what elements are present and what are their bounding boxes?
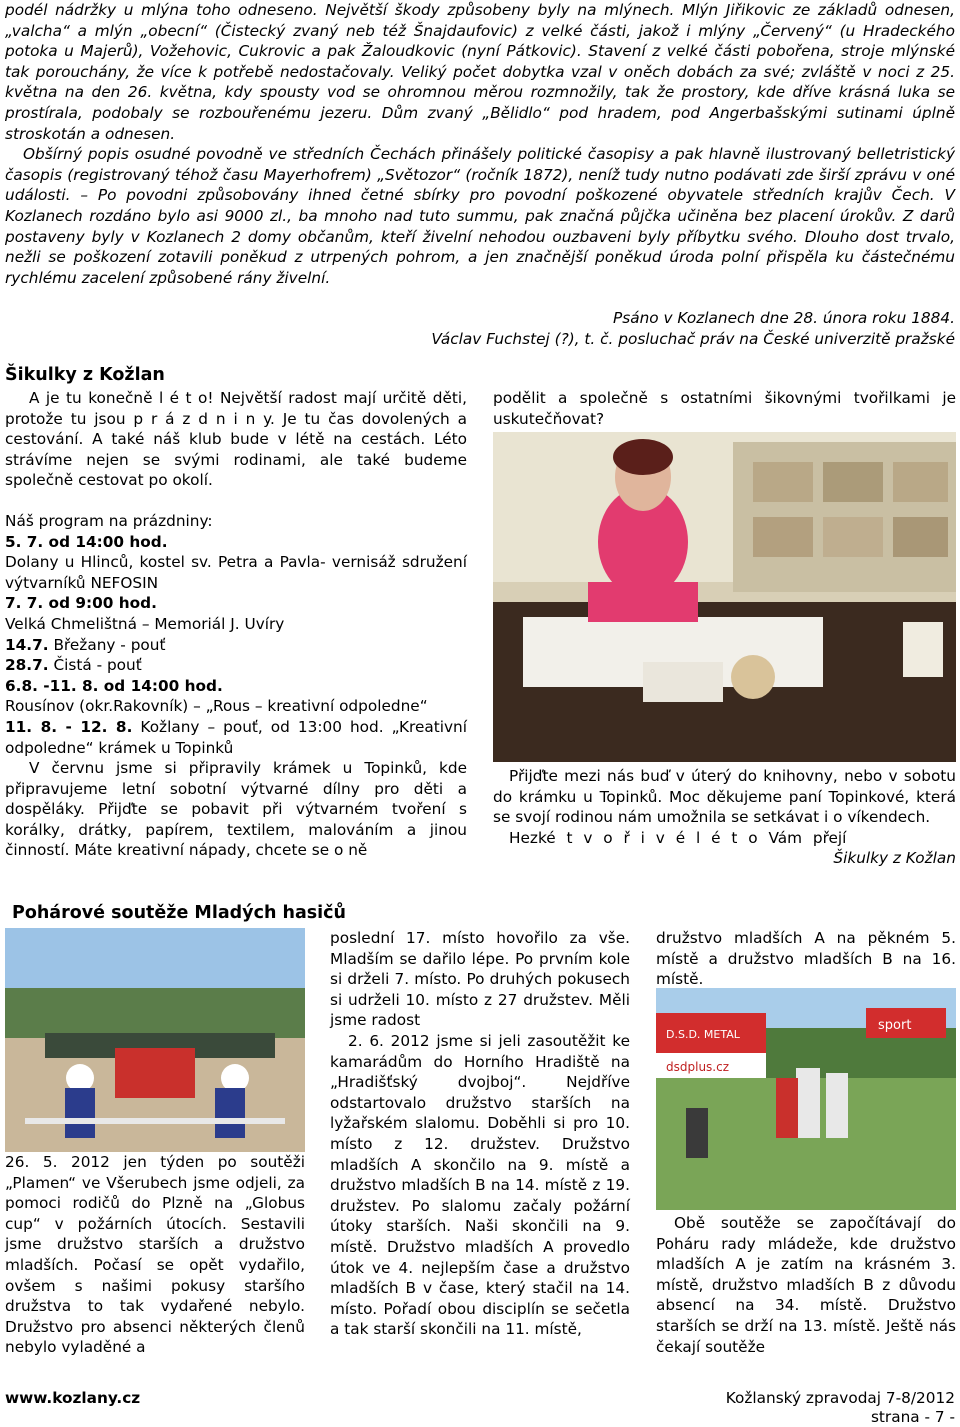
- banner-text: D.S.D. METAL: [666, 1028, 740, 1041]
- hasici-column-1: [5, 1152, 305, 1358]
- sikulky-left-column: [5, 388, 467, 861]
- spacer: [5, 491, 467, 511]
- article-paragraph: podél nádržky u mlýna toho odneseno. Největší škody způsobeny byly na mlýnech. Mlýn Jiřikovic ze základů odnesen, „valcha“ a mlýn „obecní“ (Čistecký zvaný neb též Šnajdaufovic) z velké části, jakož i mlýny „Červený“ (u Hradeckého potoka u Majerů), Vožehovic, Cukrovic a pak Žaloudkovic (nyní Pátkovic). Stavení z velké části pobořena, stroje mlýnské tak porouchány, že více k potřebě nedostačovaly. Veliký počet dobytka vzal v oněch dobách za své; zvláště v noci z 25. května na den 26. května, kdy spousty vod se ohromnou měrou rozmnožily, tak že prostory, kde dříve krásná luka se prostírala, podobaly se rozbouřenému jezeru. Dům zvaný „Bělidlo“ pod hradem, pod Angerbašskými sutinami úplně stroskotán a odnesen.: [5, 1, 955, 143]
- program-date: 6.8. -11. 8. od 14:00 hod.: [5, 676, 223, 695]
- sikulky-right-top-text: podělit a společně s ostatními šikovnými tvořilkami je uskutečňovat?: [493, 389, 956, 428]
- program-text: Čistá - pouť: [53, 656, 142, 675]
- program-text: Dolany u Hlinců, kostel sv. Petra a Pavla- vernisáž sdružení výtvarníků NEFOSIN: [5, 553, 467, 592]
- program-item: [5, 717, 467, 758]
- footer-issue: Kožlanský zpravodaj 7-8/2012: [725, 1389, 955, 1407]
- hasici-column-3-top: [656, 928, 956, 990]
- sikulky-intro: A je tu konečně l é t o! Největší radost mají určitě děti, protože tu jsou p r á z d n i n y. Je tu čas dovolených a cestování. A také náš klub bude v létě na cestách. Léto strávíme nejen se svými rodinami, ale také budeme společně cestovat po okolí.: [5, 389, 467, 490]
- photo-fire-competition: [5, 928, 305, 1152]
- hasici-column-2: [330, 928, 630, 1340]
- program-title: Náš program na prázdniny:: [5, 511, 213, 530]
- banner-text: sport: [878, 1018, 912, 1033]
- hasici-text: poslední 17. místo hovořilo za vše. Mladším se dařilo lépe. Po prvním kole si drželi 7. místo. Po druhých pokusech si udrželi 10. místo z 27 družstev. Měli jsme radost: [330, 929, 630, 1030]
- program-item: [5, 655, 467, 676]
- banner-text: dsdplus.cz: [666, 1060, 730, 1074]
- program-item: [5, 635, 467, 656]
- section-heading-sikulky: Šikulky z Kožlan: [5, 365, 165, 385]
- hasici-column-3-bottom: [656, 1213, 956, 1357]
- program-text: Kožlany – pouť, od 13:00 hod. „Kreativní odpoledne“ krámek u Topinků: [5, 717, 467, 757]
- hasici-text: 2. 6. 2012 jsme si jeli zasoutěžit ke kamarádům do Horního Hradiště na „Hradišťský dvojboj“. Nejdříve odstartovalo družstvo starších na lyžařském slalomu. Doběhli si pro 10. místo z 12. družstev. Družstvo mladších A skončilo na 9. místě a družstvo mladších B na 14. místě z 19. družstev. Po slalomu začaly požární útoky starších. Naši skončili na 9. místě. Družstvo mladších A provedlo útok ve 4. nejlepším čase a družstvo mladších B v čase, který stačil na 14. místo. Pořadí obou disciplín se sečetla a tak starší skončili na 11. místě,: [330, 1031, 630, 1339]
- photo-craft-workshop: [493, 432, 956, 762]
- sikulky-closing: Šikulky z Kožlan: [833, 849, 956, 868]
- photo-fire-team: [656, 988, 956, 1210]
- signature-line: Václav Fuchstej (?), t. č. posluchač práv na České univerzitě pražské: [431, 329, 955, 348]
- program-date: 5. 7. od 14:00 hod.: [5, 532, 168, 551]
- program-text: Velká Chmelištná – Memoriál J. Uvíry: [5, 614, 285, 633]
- hasici-text: družstvo mladších A na pěkném 5. místě a družstvo mladších B na 16. místě.: [656, 929, 956, 989]
- program-date: 7. 7. od 9:00 hod.: [5, 594, 157, 613]
- article-paragraph: Obšírný popis osudné povodně ve středních Čechách přinášely politické časopisy a pak hlavně ilustrovaný belletristický časopis (registrovaný téhož času Mayerhofrem) „Světozor“ (ročník 1872), neníž tudy nutno podávati zde širší zprávu v oné události. – Po povodni způsobovány ihned četné sbírky pro povodní poškozené obyvatele středních krajův Čech. V Kozlanech rozdáno bylo asi 9000 zl., ba mnoho nad tuto summu, pak značná půjčka učiněna bez placení úrokův. Z darů postaveny byly v Kozlanech 2 domy občanům, kteří živelní nehodou ouzbaveni byly příbytku svého. Dlouho dost trvalo, nežli se poškození zotavili poněkud z utrpených pohrom, a jen značnější poněkud úroda polní přispěla ku částečnému rychlému zacelení způsobené rány živelní.: [5, 145, 955, 287]
- footer-website[interactable]: www.kozlany.cz: [5, 1389, 141, 1407]
- sikulky-right-top: [493, 388, 956, 429]
- article-signature: [355, 308, 955, 349]
- program-text: Rousínov (okr.Rakovník) – „Rous – kreativní odpoledne“: [5, 697, 428, 716]
- program-text: Břežany - pouť: [53, 635, 166, 654]
- sikulky-shop-text: V červnu jsme si připravily krámek u Topinků, kde připravujeme letní sobotní výtvarné dílny pro děti a dospěláky. Přijďte se pobavit při výtvarném tvoření s korálky, drátky, papírem, textilem, malováním a jinou činností. Máte kreativní nápady, chcete se o ně: [5, 759, 467, 860]
- footer-page-number: strana - 7 -: [870, 1408, 955, 1426]
- signature-line: Psáno v Kozlanech dne 28. února roku 1884.: [613, 309, 955, 327]
- program-date: 11. 8. - 12. 8.: [5, 717, 133, 736]
- hasici-text: Obě soutěže se započítávají do Poháru rady mládeže, kde družstvo mladších A je zatím na krásném 3. místě, družstvo mladších B z důvodu absencí na 34. místě. Družstvo starších se drží na 13. místě. Ještě nás čekají soutěže: [656, 1214, 956, 1356]
- program-date: 28.7.: [5, 656, 49, 675]
- sikulky-invite: Přijďte mezi nás buď v úterý do knihovny, nebo v sobotu do krámku u Topinků. Moc děkujeme paní Topinkové, která se svojí rodinou nám umožnila se setkávat i o víkendech.: [493, 767, 956, 827]
- history-article: [5, 0, 955, 288]
- footer-issue-info: [726, 1389, 955, 1427]
- sikulky-right-bottom: [493, 766, 956, 869]
- program-date: 14.7.: [5, 635, 49, 654]
- sikulky-wish: Hezké t v o ř i v é l é t o Vám přejí: [509, 828, 847, 847]
- hasici-text: 26. 5. 2012 jen týden po soutěži „Plamen“ ve Všerubech jsme odjeli, za pomoci rodičů do Plzně na „Globus cup“ v požárních útocích. Sestavili jsme družstvo starších a družstvo mladších. Počasí se opět vydařilo, ovšem s našimi pokusy staršího družstva to tak vydařené nebylo. Družstvo pro absenci některých členů nebylo vyladěné a: [5, 1153, 305, 1357]
- section-heading-hasici: Pohárové soutěže Mladých hasičů: [12, 903, 347, 923]
